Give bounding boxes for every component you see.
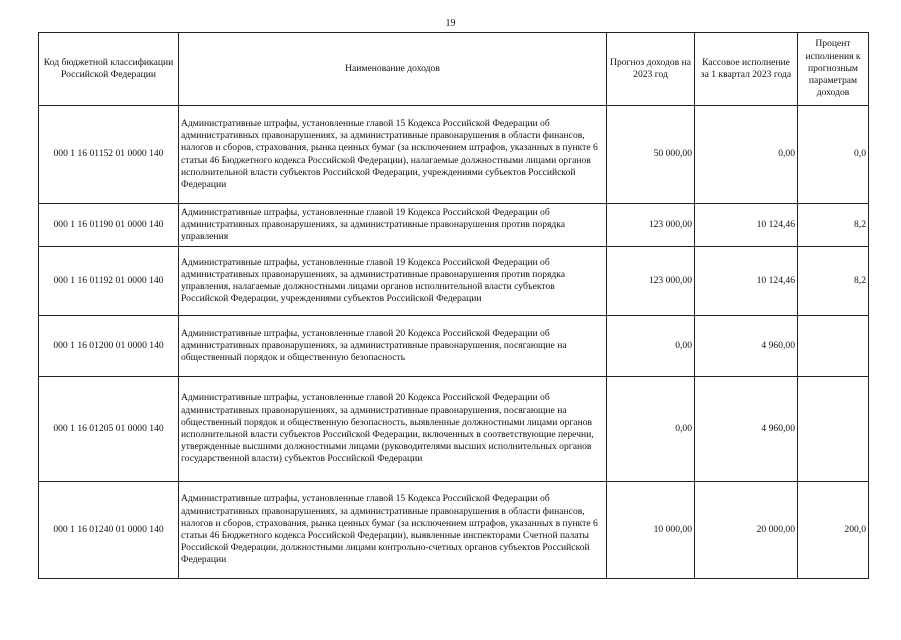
row-name: Административные штрафы, установленные главой 15 Кодекса Российской Федерации об административных правонарушениях, за административные правонарушения в области финансов, налогов и сборов, страхования, рынка ценных бумаг (за исключением штрафов, указанных в пункте 6 статьи 46 Бюджетного кодекса Российской Федерации), налагаемые должностными лицами органов исполнительной власти субъектов Российской Федерации, учреждениями субъектов Российской Федерации [179,106,607,204]
table-row [39,316,869,377]
header-execution: Кассовое исполнение за 1 квартал 2023 года [695,33,798,106]
page-number: 19 [445,18,456,29]
header-code: Код бюджетной классификации Российской Федерации [39,33,179,106]
row-code: 000 1 16 01240 01 0000 140 [39,482,179,579]
row-percent: 0,0 [798,106,869,204]
row-code: 000 1 16 01152 01 0000 140 [39,106,179,204]
row-execution: 4 960,00 [695,316,798,377]
table-header-row [39,33,869,106]
row-percent: 8,2 [798,247,869,316]
row-code: 000 1 16 01200 01 0000 140 [39,316,179,377]
row-name: Административные штрафы, установленные главой 19 Кодекса Российской Федерации об административных правонарушениях, за административные правонарушения против порядка управления [179,204,607,247]
row-forecast: 0,00 [607,377,695,482]
row-percent [798,316,869,377]
row-name: Административные штрафы, установленные главой 15 Кодекса Российской Федерации об административных правонарушениях, за административные правонарушения в области финансов, налогов и сборов, страхования, рынка ценных бумаг (за исключением штрафов, указанных в пункте 6 статьи 46 Бюджетного кодекса Российской Федерации), выявленные инспекторами Счетной палаты Российской Федерации, должностными лицами контрольно-счетных органов субъектов Российской Федерации [179,482,607,579]
row-execution: 4 960,00 [695,377,798,482]
row-code: 000 1 16 01190 01 0000 140 [39,204,179,247]
row-name: Административные штрафы, установленные главой 20 Кодекса Российской Федерации об административных правонарушениях, за административные правонарушения, посягающие на общественный порядок и общественную безопасность, выявленные должностными лицами органов исполнительной власти субъектов Российской Федерации, включенных в соответствующие перечни, утвержденные высшими должностными лицами (руководителями высших исполнительных органов государственной власти) субъектов Российской Федерации [179,377,607,482]
header-forecast: Прогноз доходов на 2023 год [607,33,695,106]
row-execution: 10 124,46 [695,247,798,316]
row-name: Административные штрафы, установленные главой 20 Кодекса Российской Федерации об административных правонарушениях, за административные правонарушения, посягающие на общественный порядок и общественную безопасность [179,316,607,377]
row-forecast: 123 000,00 [607,247,695,316]
row-name: Административные штрафы, установленные главой 19 Кодекса Российской Федерации об административных правонарушениях, за административные правонарушения против порядка управления, налагаемые должностными лицами органов исполнительной власти субъектов Российской Федерации, учреждениями субъектов Российской Федерации [179,247,607,316]
row-forecast: 10 000,00 [607,482,695,579]
revenue-table [38,32,869,579]
table-row [39,106,869,204]
row-execution: 20 000,00 [695,482,798,579]
table-row [39,377,869,482]
row-percent [798,377,869,482]
row-forecast: 123 000,00 [607,204,695,247]
row-forecast: 0,00 [607,316,695,377]
row-forecast: 50 000,00 [607,106,695,204]
header-percent: Процент исполнения к прогнозным параметрам доходов [798,33,869,106]
row-percent: 200,0 [798,482,869,579]
header-name: Наименование доходов [179,33,607,106]
row-code: 000 1 16 01192 01 0000 140 [39,247,179,316]
row-percent: 8,2 [798,204,869,247]
table-row [39,247,869,316]
row-code: 000 1 16 01205 01 0000 140 [39,377,179,482]
row-execution: 0,00 [695,106,798,204]
row-execution: 10 124,46 [695,204,798,247]
table-row [39,204,869,247]
table-row [39,482,869,579]
table-body [39,106,869,579]
